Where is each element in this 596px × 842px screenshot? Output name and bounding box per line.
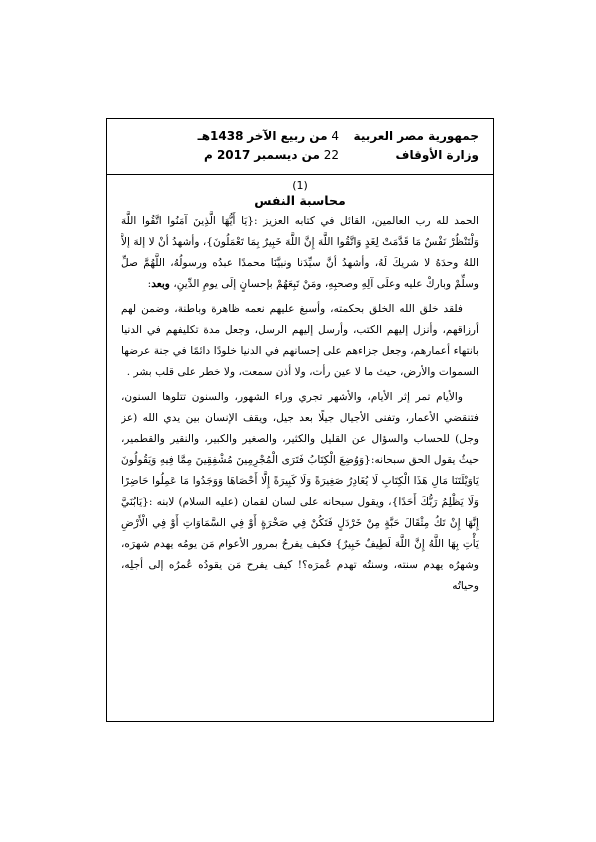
opening-emphasis: وبعد [151,278,170,290]
header-dates [169,127,339,165]
hijri-month: من ربيع الآخر [247,129,328,143]
ministry-name: وزارة الأوقاف [395,148,479,162]
country-name: جمهورية مصر العربية [353,129,479,143]
page-frame [106,118,494,722]
header-issuer [354,127,479,165]
paragraph-days: والأيام تمر إثر الأيام، والأشهر تجري وراء الشهور، والسنون تتلوها السنون، فتنقضي الأعمار، وتفنى الأجيال جيلًا بعد جيل، ويقف الإنسان بين يدي الله (عز وجل) للحساب والسؤال عن القليل والكثير، والصغير والكبير، والنقير والقطمير، حيثُ يقول الحق سبحانه:{وَوُضِعَ الْكِتَابُ فَتَرَى الْمُجْرِمِينَ مُشْفِقِينَ مِمَّا فِيهِ وَيَقُولُونَ يَاوَيْلَتَنَا مَالِ هَذَا الْكِتَابِ لَا يُغَادِرُ صَغِيرَةً وَلَا كَبِيرَةً إِلَّا أَحْصَاهَا وَوَجَدُوا مَا عَمِلُوا حَاضِرًا وَلَا يَظْلِمُ رَبُّكَ أَحَدًا}، ويقول سبحانه على لسان لقمان (عليه السلام) لابنه :{يَابُنَيَّ إِنَّهَا إِنْ تَكُ مِثْقَالَ حَبَّةٍ مِنْ خَرْدَلٍ فَتَكُنْ فِي صَخْرَةٍ أَوْ فِي السَّمَاوَاتِ أَوْ فِي الْأَرْضِ يَأْتِ بِهَا اللَّهُ إِنَّ اللَّهَ لَطِيفٌ خَبِيرٌ} فكيف يفرحُ بمرور الأعوام مَن يومُه يهدم شهرَه، وشهرُه يهدم سنته، وسنتُه تهدم عُمرَه؟! كيف يفرح مَن يقودُه عُمرُه إلى أجلِه، وحياتُه [121,391,479,592]
gregorian-date [169,146,339,165]
opening-tail: : [147,278,152,290]
greg-day: 22 [323,148,339,162]
document-header [107,119,493,175]
sermon-title: محاسبة النفس [254,193,346,208]
hijri-day: 4 [331,129,339,143]
paragraph-opening [121,211,479,295]
hijri-date [169,127,339,146]
greg-month: من ديسمبر [254,148,320,162]
hijri-year: 1438هـ [197,129,244,143]
sermon-body [121,177,479,717]
opening-text: الحمد لله رب العالمين، القائل في كتابه العزيز :{يَا أَيُّهَا الَّذِينَ آمَنُوا اتَّقُوا اللَّهَ وَلْتَنْظُرْ نَفْسٌ مَا قَدَّمَتْ لِغَدٍ وَاتَّقُوا اللَّهَ إِنَّ اللَّهَ خَبِيرٌ بِمَا تَعْمَلُونَ}، وأشهدُ أنْ لا إلهَ إلاَّ اللهُ وحدَهُ لا شريكَ لَهُ، وأشهدُ أنَّ سيِّدَنا ونبيَّنَا محمدًا عبدُه ورسولُهُ، اللَّهُمَّ صلِّ وسلِّمْ وباركْ عليه وعلَى آلِهِ وصحبِهِ، ومَنْ تَبِعَهُمْ بإحسانٍ إلَى يومِ الدِّينِ، [121,215,479,290]
sermon-number: (1) [292,179,308,192]
greg-year: 2017 م [203,148,251,162]
paragraph-creation: فلقد خلق الله الخلق بحكمته، وأسبغ عليهم نعمه ظاهرة وباطنة، وضمن لهم أرزاقهم، وأنزل إليهم الكتب، وأرسل إليهم الرسل، وجعل مدة تكليفهم في الدنيا بانتهاء أعمارهم، وجعل جزاءهم على إحسانهم في الدنيا خلودًا دائمًا في جنة عرضها السموات والأرض، حيث ما لا عين رأت، ولا أذن سمعت، ولا خطر على قلب بشر . [121,303,479,378]
